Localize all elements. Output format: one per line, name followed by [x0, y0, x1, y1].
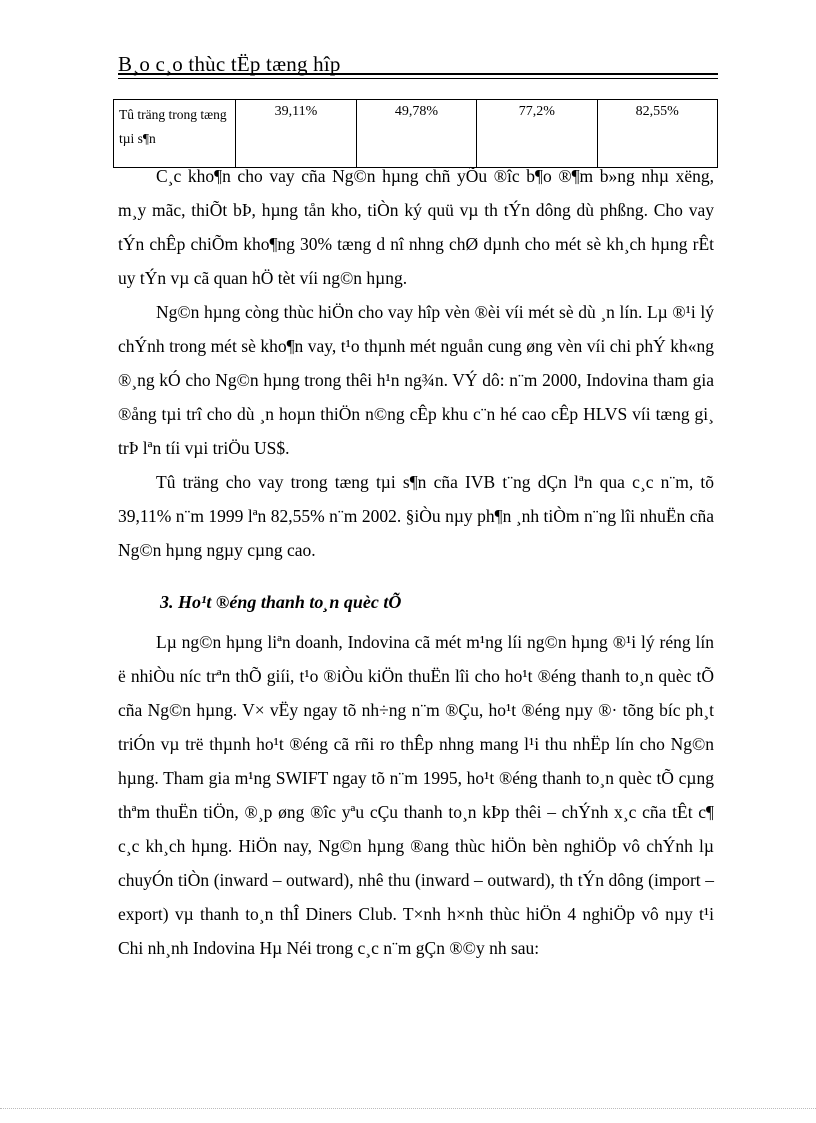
table-cell-1999: 39,11%	[236, 100, 356, 168]
table-row-label: Tû träng trong tæng tµi s¶n	[114, 100, 236, 168]
paragraph-syndicated-loans: Ng©n hµng còng thùc hiÖn cho vay hîp vèn ®èi víi mét sè dù ¸n lín. Lµ ®¹i lý chÝnh trong mét sè kho¶n vay, t¹o thµnh mét nguån cung øng vèn víi chi phÝ kh«ng ®¸ng kÓ cho Ng©n hµng trong thêi h¹n ng¾n. VÝ dô: n¨m 2000, Indovina tham gia ®ång tµi trî cho dù ¸n hoµn thiÖn n©ng cÊp khu c¨n hé cao cÊp HLVS víi tæng gi¸ trÞ lªn tíi vµi triÖu US$.	[118, 302, 714, 458]
header-rule-thin	[118, 78, 718, 79]
paragraph-collateral: C¸c kho¶n cho vay cña Ng©n hµng chñ yÕu ®îc b¶o ®¶m b»ng nhµ xëng, m¸y mãc, thiÕt bÞ, hµng tån kho, tiÒn ký quü vµ th tÝn dông dù phßng. Cho vay tÝn chÊp chiÕm kho¶ng 30% tæng d nî nhng chØ dµnh cho mét sè kh¸ch hµng rÊt uy tÝn vµ cã quan hÖ tèt víi ng©n hµng.	[118, 166, 714, 288]
page-header-title: B¸o c¸o thùc tËp tæng hîp	[118, 52, 341, 76]
table-cell-2002: 82,55%	[597, 100, 717, 168]
paragraph-loan-ratio: Tû träng cho vay trong tæng tµi s¶n cña IVB t¨ng dÇn lªn qua c¸c n¨m, tõ 39,11% n¨m 1999 lªn 82,55% n¨m 2002. §iÒu nµy ph¶n ¸nh tiÒm n¨ng lîi nhuËn cña Ng©n hµng ngµy cµng cao.	[118, 472, 714, 560]
section-heading: 3. Ho¹t ®éng thanh to¸n quèc tÕ	[160, 592, 402, 612]
paragraph-international-payments: Lµ ng©n hµng liªn doanh, Indovina cã mét m¹ng líi ng©n hµng ®¹i lý réng lín ë nhiÒu níc trªn thÕ giíi, t¹o ®iÒu kiÖn thuËn lîi cho ho¹t ®éng thanh to¸n quèc tÕ cña Ng©n hµng. V× vËy ngay tõ nh÷ng n¨m ®Çu, ho¹t ®éng nµy ®· tõng bíc ph¸t triÓn vµ trë thµnh ho¹t ®éng cã rñi ro thÊp nhng mang l¹i thu nhËp lín cho Ng©n hµng. Tham gia m¹ng SWIFT ngay tõ n¨m 1995, ho¹t ®éng thanh to¸n quèc tÕ cµng thªm thuËn tiÖn, ®¸p øng ®îc yªu cÇu thanh to¸n kÞp thêi – chÝnh x¸c cña tÊt c¶ c¸c kh¸ch hµng. HiÖn nay, Ng©n hµng ®ang thùc hiÖn bèn nghiÖp vô chÝnh lµ chuyÓn tiÒn (inward – outward), nhê thu (inward – outward), th tÝn dông (import – export) vµ thanh to¸n thÎ Diners Club. T×nh h×nh thùc hiÖn 4 nghiÖp vô nµy t¹i Chi nh¸nh Indovina Hµ Néi trong c¸c n¨m gÇn ®©y nh sau:	[118, 632, 714, 958]
table-cell-2001: 77,2%	[477, 100, 597, 168]
table-row	[114, 100, 718, 168]
header-rule-thick	[118, 73, 718, 75]
page-bottom-border	[0, 1108, 816, 1109]
table-cell-2000: 49,78%	[356, 100, 476, 168]
loan-ratio-table	[113, 99, 718, 168]
